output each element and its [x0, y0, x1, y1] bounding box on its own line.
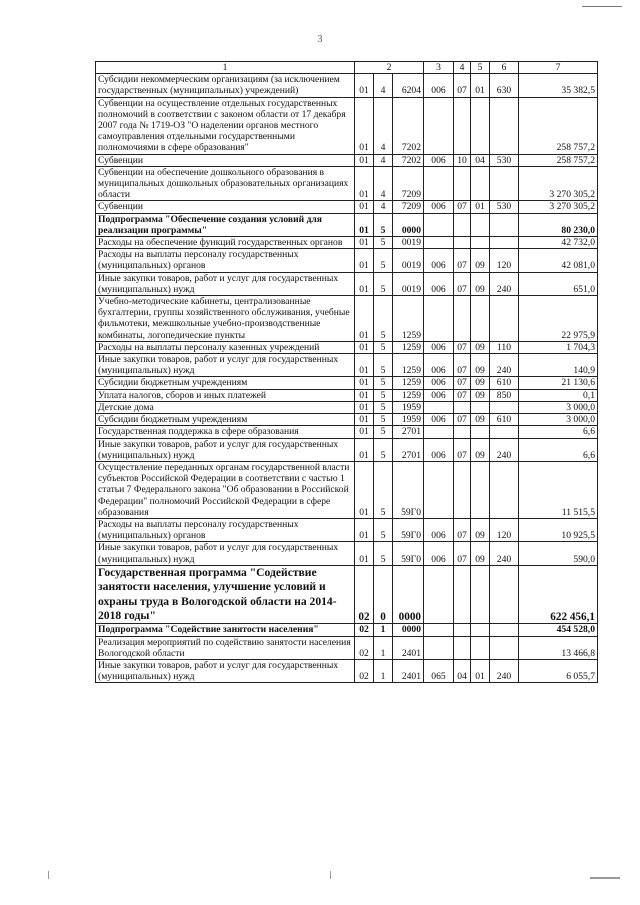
cell-row-name: Уплата налогов, сборов и иных платежей	[96, 389, 355, 401]
cell-section-code: 04	[454, 659, 471, 682]
table-row	[96, 636, 598, 659]
cell-ministry-code	[424, 636, 454, 659]
cell-subsection-code	[471, 97, 490, 154]
table-row	[96, 213, 598, 236]
cell-subsection-code: 09	[471, 438, 490, 461]
cell-code-c: 2701	[393, 426, 424, 438]
cell-row-name: Субвенции	[96, 201, 355, 213]
cell-expense-type-code: 110	[490, 341, 519, 353]
cell-code-c: 2401	[393, 659, 424, 682]
cell-code-a: 01	[355, 249, 374, 272]
cell-code-c: 7209	[393, 166, 424, 201]
header-col-2: 2	[355, 62, 424, 74]
cell-code-b: 5	[374, 438, 393, 461]
scan-edge-mark	[582, 6, 622, 7]
table-row	[96, 296, 598, 342]
cell-amount: 3 000,0	[519, 401, 598, 413]
cell-subsection-code	[471, 624, 490, 636]
cell-expense-type-code	[490, 237, 519, 249]
table-row	[96, 74, 598, 97]
cell-row-name: Подпрограмма "Содействие занятости населения"	[96, 624, 355, 636]
cell-code-a: 01	[355, 272, 374, 295]
cell-ministry-code	[424, 296, 454, 342]
table-row	[96, 166, 598, 201]
cell-code-c: 7202	[393, 97, 424, 154]
cell-section-code: 07	[454, 414, 471, 426]
cell-ministry-code	[424, 624, 454, 636]
cell-ministry-code: 006	[424, 542, 454, 565]
cell-code-c: 7209	[393, 201, 424, 213]
cell-ministry-code: 006	[424, 74, 454, 97]
cell-amount: 35 382,5	[519, 74, 598, 97]
header-col-3: 3	[424, 62, 454, 74]
cell-amount: 22 975,9	[519, 296, 598, 342]
table-row	[96, 97, 598, 154]
cell-expense-type-code: 610	[490, 377, 519, 389]
cell-section-code	[454, 213, 471, 236]
cell-section-code	[454, 624, 471, 636]
cell-code-b: 5	[374, 377, 393, 389]
cell-subsection-code: 09	[471, 272, 490, 295]
cell-amount: 6,6	[519, 438, 598, 461]
cell-amount: 258 757,2	[519, 97, 598, 154]
cell-code-c: 59Г0	[393, 542, 424, 565]
cell-code-b: 4	[374, 201, 393, 213]
cell-amount: 590,0	[519, 542, 598, 565]
cell-amount: 454 528,0	[519, 624, 598, 636]
cell-subsection-code	[471, 166, 490, 201]
cell-subsection-code: 09	[471, 377, 490, 389]
cell-row-name: Субсидии бюджетным учреждениям	[96, 414, 355, 426]
cell-ministry-code	[424, 401, 454, 413]
cell-code-b: 5	[374, 389, 393, 401]
cell-ministry-code	[424, 97, 454, 154]
cell-ministry-code: 006	[424, 389, 454, 401]
cell-amount: 3 000,0	[519, 414, 598, 426]
cell-subsection-code: 01	[471, 74, 490, 97]
cell-code-c: 1259	[393, 389, 424, 401]
cell-section-code: 07	[454, 249, 471, 272]
cell-expense-type-code	[490, 565, 519, 624]
cell-code-b: 5	[374, 426, 393, 438]
cell-code-a: 01	[355, 237, 374, 249]
cell-code-a: 01	[355, 461, 374, 518]
cell-code-c: 1259	[393, 341, 424, 353]
cell-section-code	[454, 401, 471, 413]
table-header-row	[96, 62, 598, 74]
cell-ministry-code	[424, 166, 454, 201]
budget-table	[95, 61, 598, 683]
cell-ministry-code: 006	[424, 249, 454, 272]
cell-row-name: Государственная программа "Содействие занятости населения, улучшение условий и охраны труда в Вологодской области на 2014-2018 годы"	[96, 565, 355, 624]
cell-code-b: 5	[374, 354, 393, 377]
cell-code-a: 01	[355, 414, 374, 426]
cell-section-code: 07	[454, 341, 471, 353]
cell-amount: 6 055,7	[519, 659, 598, 682]
table-row	[96, 659, 598, 682]
cell-section-code	[454, 237, 471, 249]
cell-subsection-code	[471, 296, 490, 342]
cell-code-b: 5	[374, 542, 393, 565]
cell-code-a: 02	[355, 624, 374, 636]
cell-amount: 3 270 305,2	[519, 201, 598, 213]
cell-code-b: 1	[374, 636, 393, 659]
header-col-1: 1	[96, 62, 355, 74]
cell-code-a: 02	[355, 565, 374, 624]
cell-expense-type-code: 850	[490, 389, 519, 401]
cell-ministry-code	[424, 426, 454, 438]
cell-subsection-code	[471, 237, 490, 249]
cell-expense-type-code: 610	[490, 414, 519, 426]
cell-code-b: 4	[374, 97, 393, 154]
cell-code-b: 5	[374, 249, 393, 272]
header-col-5: 5	[471, 62, 490, 74]
cell-section-code	[454, 97, 471, 154]
cell-code-c: 1959	[393, 414, 424, 426]
cell-code-b: 5	[374, 461, 393, 518]
cell-section-code: 07	[454, 74, 471, 97]
table-row	[96, 237, 598, 249]
cell-amount: 13 466,8	[519, 636, 598, 659]
scan-edge-mark	[330, 871, 331, 879]
cell-code-b: 4	[374, 154, 393, 166]
cell-section-code	[454, 296, 471, 342]
cell-amount: 21 130,6	[519, 377, 598, 389]
cell-expense-type-code	[490, 636, 519, 659]
cell-section-code: 07	[454, 201, 471, 213]
cell-row-name: Расходы на выплаты персоналу государственных (муниципальных) органов	[96, 518, 355, 541]
scan-edge-mark	[48, 871, 49, 879]
cell-code-a: 01	[355, 74, 374, 97]
cell-row-name: Субвенции на осуществление отдельных государственных полномочий в соответствии с законом области от 17 декабря 2007 года № 1719-ОЗ "О наделении органов местного самоуправления отдельными государственными полномочиями в сфере образования"	[96, 97, 355, 154]
table-row	[96, 438, 598, 461]
cell-amount: 42 081,0	[519, 249, 598, 272]
table-row	[96, 377, 598, 389]
cell-row-name: Иные закупки товаров, работ и услуг для государственных (муниципальных) нужд	[96, 659, 355, 682]
cell-amount: 42 732,0	[519, 237, 598, 249]
cell-amount: 140,9	[519, 354, 598, 377]
cell-ministry-code	[424, 461, 454, 518]
cell-code-b: 5	[374, 272, 393, 295]
cell-subsection-code: 09	[471, 249, 490, 272]
cell-row-name: Учебно-методические кабинеты, централизованные бухгалтерии, группы хозяйственного обслуживания, учебные фильмотеки, межшкольные учебно-производственные комбинаты, логопедические пункты	[96, 296, 355, 342]
cell-code-c: 7202	[393, 154, 424, 166]
cell-code-c: 6204	[393, 74, 424, 97]
cell-row-name: Государственная поддержка в сфере образования	[96, 426, 355, 438]
cell-ministry-code: 006	[424, 414, 454, 426]
header-col-6: 6	[490, 62, 519, 74]
cell-code-c: 59Г0	[393, 461, 424, 518]
header-col-4: 4	[454, 62, 471, 74]
cell-amount: 1 704,3	[519, 341, 598, 353]
cell-section-code: 10	[454, 154, 471, 166]
cell-row-name: Субвенции на обеспечение дошкольного образования в муниципальных дошкольных образовательных организациях области	[96, 166, 355, 201]
cell-code-c: 1259	[393, 354, 424, 377]
cell-row-name: Иные закупки товаров, работ и услуг для государственных (муниципальных) нужд	[96, 438, 355, 461]
cell-row-name: Субсидии некоммерческим организациям (за исключением государственных (муниципальных) учреждений)	[96, 74, 355, 97]
cell-row-name: Подпрограмма "Обеспечение создания условий для реализации программы"	[96, 213, 355, 236]
cell-code-a: 01	[355, 166, 374, 201]
cell-ministry-code	[424, 237, 454, 249]
cell-expense-type-code: 240	[490, 272, 519, 295]
cell-ministry-code: 006	[424, 438, 454, 461]
cell-row-name: Иные закупки товаров, работ и услуг для государственных (муниципальных) нужд	[96, 542, 355, 565]
table-row	[96, 201, 598, 213]
cell-subsection-code: 09	[471, 414, 490, 426]
cell-code-c: 0000	[393, 624, 424, 636]
cell-section-code	[454, 565, 471, 624]
cell-subsection-code: 09	[471, 354, 490, 377]
cell-expense-type-code: 120	[490, 249, 519, 272]
cell-amount: 258 757,2	[519, 154, 598, 166]
cell-amount: 11 515,5	[519, 461, 598, 518]
cell-expense-type-code: 240	[490, 354, 519, 377]
cell-row-name: Детские дома	[96, 401, 355, 413]
cell-amount: 80 230,0	[519, 213, 598, 236]
cell-row-name: Расходы на обеспечение функций государственных органов	[96, 237, 355, 249]
cell-code-b: 5	[374, 237, 393, 249]
table-row	[96, 401, 598, 413]
cell-code-c: 1959	[393, 401, 424, 413]
cell-expense-type-code	[490, 426, 519, 438]
cell-code-b: 0	[374, 565, 393, 624]
cell-code-c: 0000	[393, 565, 424, 624]
cell-row-name: Осуществление переданных органам государственной власти субъектов Российской Федерации в соответствии с частью 1 статьи 7 Федерального закона "Об образовании в Российской Федерации" полномочий Российской Федерации в сфере образования	[96, 461, 355, 518]
cell-code-a: 01	[355, 401, 374, 413]
cell-code-a: 01	[355, 542, 374, 565]
cell-code-c: 0019	[393, 249, 424, 272]
cell-subsection-code: 04	[471, 154, 490, 166]
cell-subsection-code	[471, 213, 490, 236]
cell-section-code: 07	[454, 389, 471, 401]
cell-row-name: Субсидии бюджетным учреждениям	[96, 377, 355, 389]
cell-code-a: 01	[355, 426, 374, 438]
table-row	[96, 272, 598, 295]
cell-code-a: 01	[355, 97, 374, 154]
cell-code-a: 01	[355, 201, 374, 213]
cell-expense-type-code: 530	[490, 154, 519, 166]
cell-section-code: 07	[454, 542, 471, 565]
table-row	[96, 565, 598, 624]
cell-code-b: 4	[374, 166, 393, 201]
table-row	[96, 389, 598, 401]
cell-amount: 6,6	[519, 426, 598, 438]
cell-ministry-code: 006	[424, 201, 454, 213]
table-row	[96, 624, 598, 636]
cell-row-name: Реализация мероприятий по содействию занятости населения Вологодской области	[96, 636, 355, 659]
cell-code-a: 01	[355, 389, 374, 401]
cell-section-code: 07	[454, 377, 471, 389]
cell-section-code	[454, 426, 471, 438]
cell-subsection-code: 09	[471, 518, 490, 541]
cell-subsection-code: 09	[471, 341, 490, 353]
cell-expense-type-code	[490, 296, 519, 342]
header-col-7: 7	[519, 62, 598, 74]
cell-ministry-code	[424, 565, 454, 624]
table-row	[96, 518, 598, 541]
cell-code-a: 01	[355, 296, 374, 342]
cell-expense-type-code: 630	[490, 74, 519, 97]
cell-ministry-code: 006	[424, 154, 454, 166]
cell-amount: 0,1	[519, 389, 598, 401]
cell-subsection-code	[471, 461, 490, 518]
cell-expense-type-code	[490, 213, 519, 236]
cell-code-c: 2401	[393, 636, 424, 659]
cell-code-a: 01	[355, 518, 374, 541]
cell-section-code: 07	[454, 438, 471, 461]
cell-expense-type-code: 120	[490, 518, 519, 541]
cell-row-name: Субвенции	[96, 154, 355, 166]
cell-code-b: 5	[374, 213, 393, 236]
table-row	[96, 426, 598, 438]
cell-amount: 651,0	[519, 272, 598, 295]
cell-subsection-code: 09	[471, 542, 490, 565]
cell-code-b: 1	[374, 659, 393, 682]
cell-code-c: 0019	[393, 272, 424, 295]
cell-ministry-code	[424, 213, 454, 236]
cell-ministry-code: 006	[424, 272, 454, 295]
table-row	[96, 414, 598, 426]
cell-code-b: 4	[374, 74, 393, 97]
table-row	[96, 341, 598, 353]
cell-section-code: 07	[454, 354, 471, 377]
table-row	[96, 354, 598, 377]
cell-expense-type-code	[490, 461, 519, 518]
table-row	[96, 249, 598, 272]
cell-expense-type-code: 530	[490, 201, 519, 213]
cell-code-b: 5	[374, 414, 393, 426]
cell-code-a: 01	[355, 213, 374, 236]
cell-code-c: 59Г0	[393, 518, 424, 541]
cell-code-b: 5	[374, 341, 393, 353]
cell-ministry-code: 006	[424, 341, 454, 353]
cell-expense-type-code	[490, 166, 519, 201]
cell-amount: 10 925,5	[519, 518, 598, 541]
cell-ministry-code: 006	[424, 377, 454, 389]
cell-section-code	[454, 166, 471, 201]
cell-subsection-code	[471, 426, 490, 438]
cell-code-a: 01	[355, 354, 374, 377]
cell-code-a: 02	[355, 636, 374, 659]
cell-subsection-code: 01	[471, 201, 490, 213]
cell-row-name: Иные закупки товаров, работ и услуг для государственных (муниципальных) нужд	[96, 354, 355, 377]
cell-expense-type-code	[490, 624, 519, 636]
page-number: 3	[317, 34, 323, 45]
cell-expense-type-code	[490, 401, 519, 413]
cell-code-c: 2701	[393, 438, 424, 461]
table-row	[96, 461, 598, 518]
cell-amount: 3 270 305,2	[519, 166, 598, 201]
cell-subsection-code	[471, 401, 490, 413]
cell-code-a: 01	[355, 154, 374, 166]
cell-code-a: 01	[355, 341, 374, 353]
cell-expense-type-code	[490, 97, 519, 154]
cell-section-code	[454, 461, 471, 518]
cell-code-a: 01	[355, 438, 374, 461]
cell-code-c: 1259	[393, 377, 424, 389]
cell-ministry-code: 006	[424, 354, 454, 377]
table-row	[96, 542, 598, 565]
cell-section-code	[454, 636, 471, 659]
cell-code-b: 5	[374, 518, 393, 541]
cell-expense-type-code: 240	[490, 438, 519, 461]
cell-code-a: 02	[355, 659, 374, 682]
cell-ministry-code: 065	[424, 659, 454, 682]
cell-subsection-code	[471, 565, 490, 624]
cell-amount: 622 456,1	[519, 565, 598, 624]
cell-expense-type-code: 240	[490, 542, 519, 565]
cell-expense-type-code: 240	[490, 659, 519, 682]
scan-edge-mark	[590, 877, 620, 879]
cell-ministry-code: 006	[424, 518, 454, 541]
cell-section-code: 07	[454, 272, 471, 295]
cell-code-c: 1259	[393, 296, 424, 342]
cell-code-c: 0000	[393, 213, 424, 236]
cell-code-b: 1	[374, 624, 393, 636]
cell-subsection-code: 09	[471, 389, 490, 401]
cell-row-name: Иные закупки товаров, работ и услуг для государственных (муниципальных) нужд	[96, 272, 355, 295]
cell-code-b: 5	[374, 401, 393, 413]
cell-code-a: 01	[355, 377, 374, 389]
cell-section-code: 07	[454, 518, 471, 541]
cell-subsection-code: 01	[471, 659, 490, 682]
cell-row-name: Расходы на выплаты персоналу государственных (муниципальных) органов	[96, 249, 355, 272]
cell-subsection-code	[471, 636, 490, 659]
cell-code-b: 5	[374, 296, 393, 342]
cell-code-c: 0019	[393, 237, 424, 249]
cell-row-name: Расходы на выплаты персоналу казенных учреждений	[96, 341, 355, 353]
table-row	[96, 154, 598, 166]
